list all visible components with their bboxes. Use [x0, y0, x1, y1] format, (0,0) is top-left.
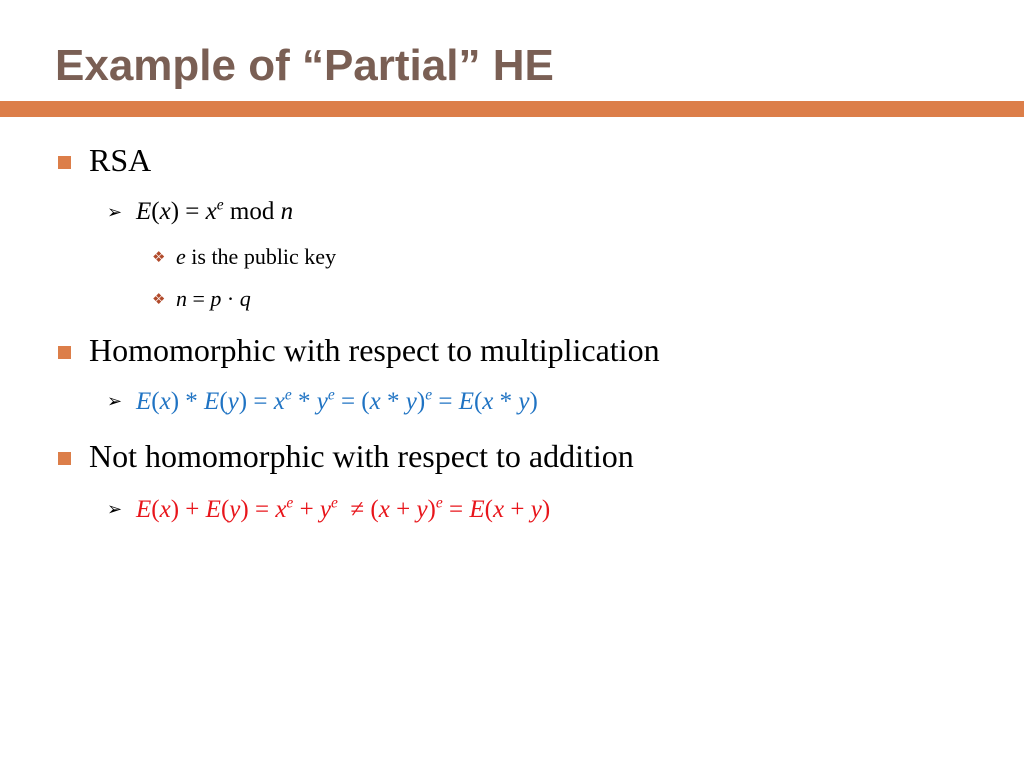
additive-property-formula: $E(x) + E(y) = x^e + y^e \ne (x + y)^e = E(x + y)$	[136, 494, 551, 523]
bullet-square-icon	[58, 346, 71, 359]
public-key-note: e is the public key	[176, 244, 337, 269]
rsa-encryption-formula: $E(x) = x^e$ mod n	[136, 196, 294, 225]
bullet-rsa: RSA	[89, 142, 152, 178]
bullet-addition: Not homomorphic with respect to addition	[89, 438, 634, 474]
arrow-bullet-icon: ➢	[107, 202, 123, 223]
diamond-bullet-icon: ❖	[152, 248, 166, 266]
diamond-bullet-icon: ❖	[152, 290, 166, 308]
arrow-bullet-icon: ➢	[107, 391, 123, 412]
title-divider	[0, 101, 1024, 117]
multiplicative-property-formula: $E(x) * E(y) = x^e * y^e = (x * y)^e = E(x * y)$	[136, 386, 538, 415]
slide-title: Example of “Partial” HE	[55, 41, 554, 90]
arrow-bullet-icon: ➢	[107, 499, 123, 520]
bullet-square-icon	[58, 156, 71, 169]
modulus-formula: n = p · q	[176, 286, 251, 311]
bullet-multiplication: Homomorphic with respect to multiplication	[89, 332, 660, 368]
bullet-square-icon	[58, 452, 71, 465]
